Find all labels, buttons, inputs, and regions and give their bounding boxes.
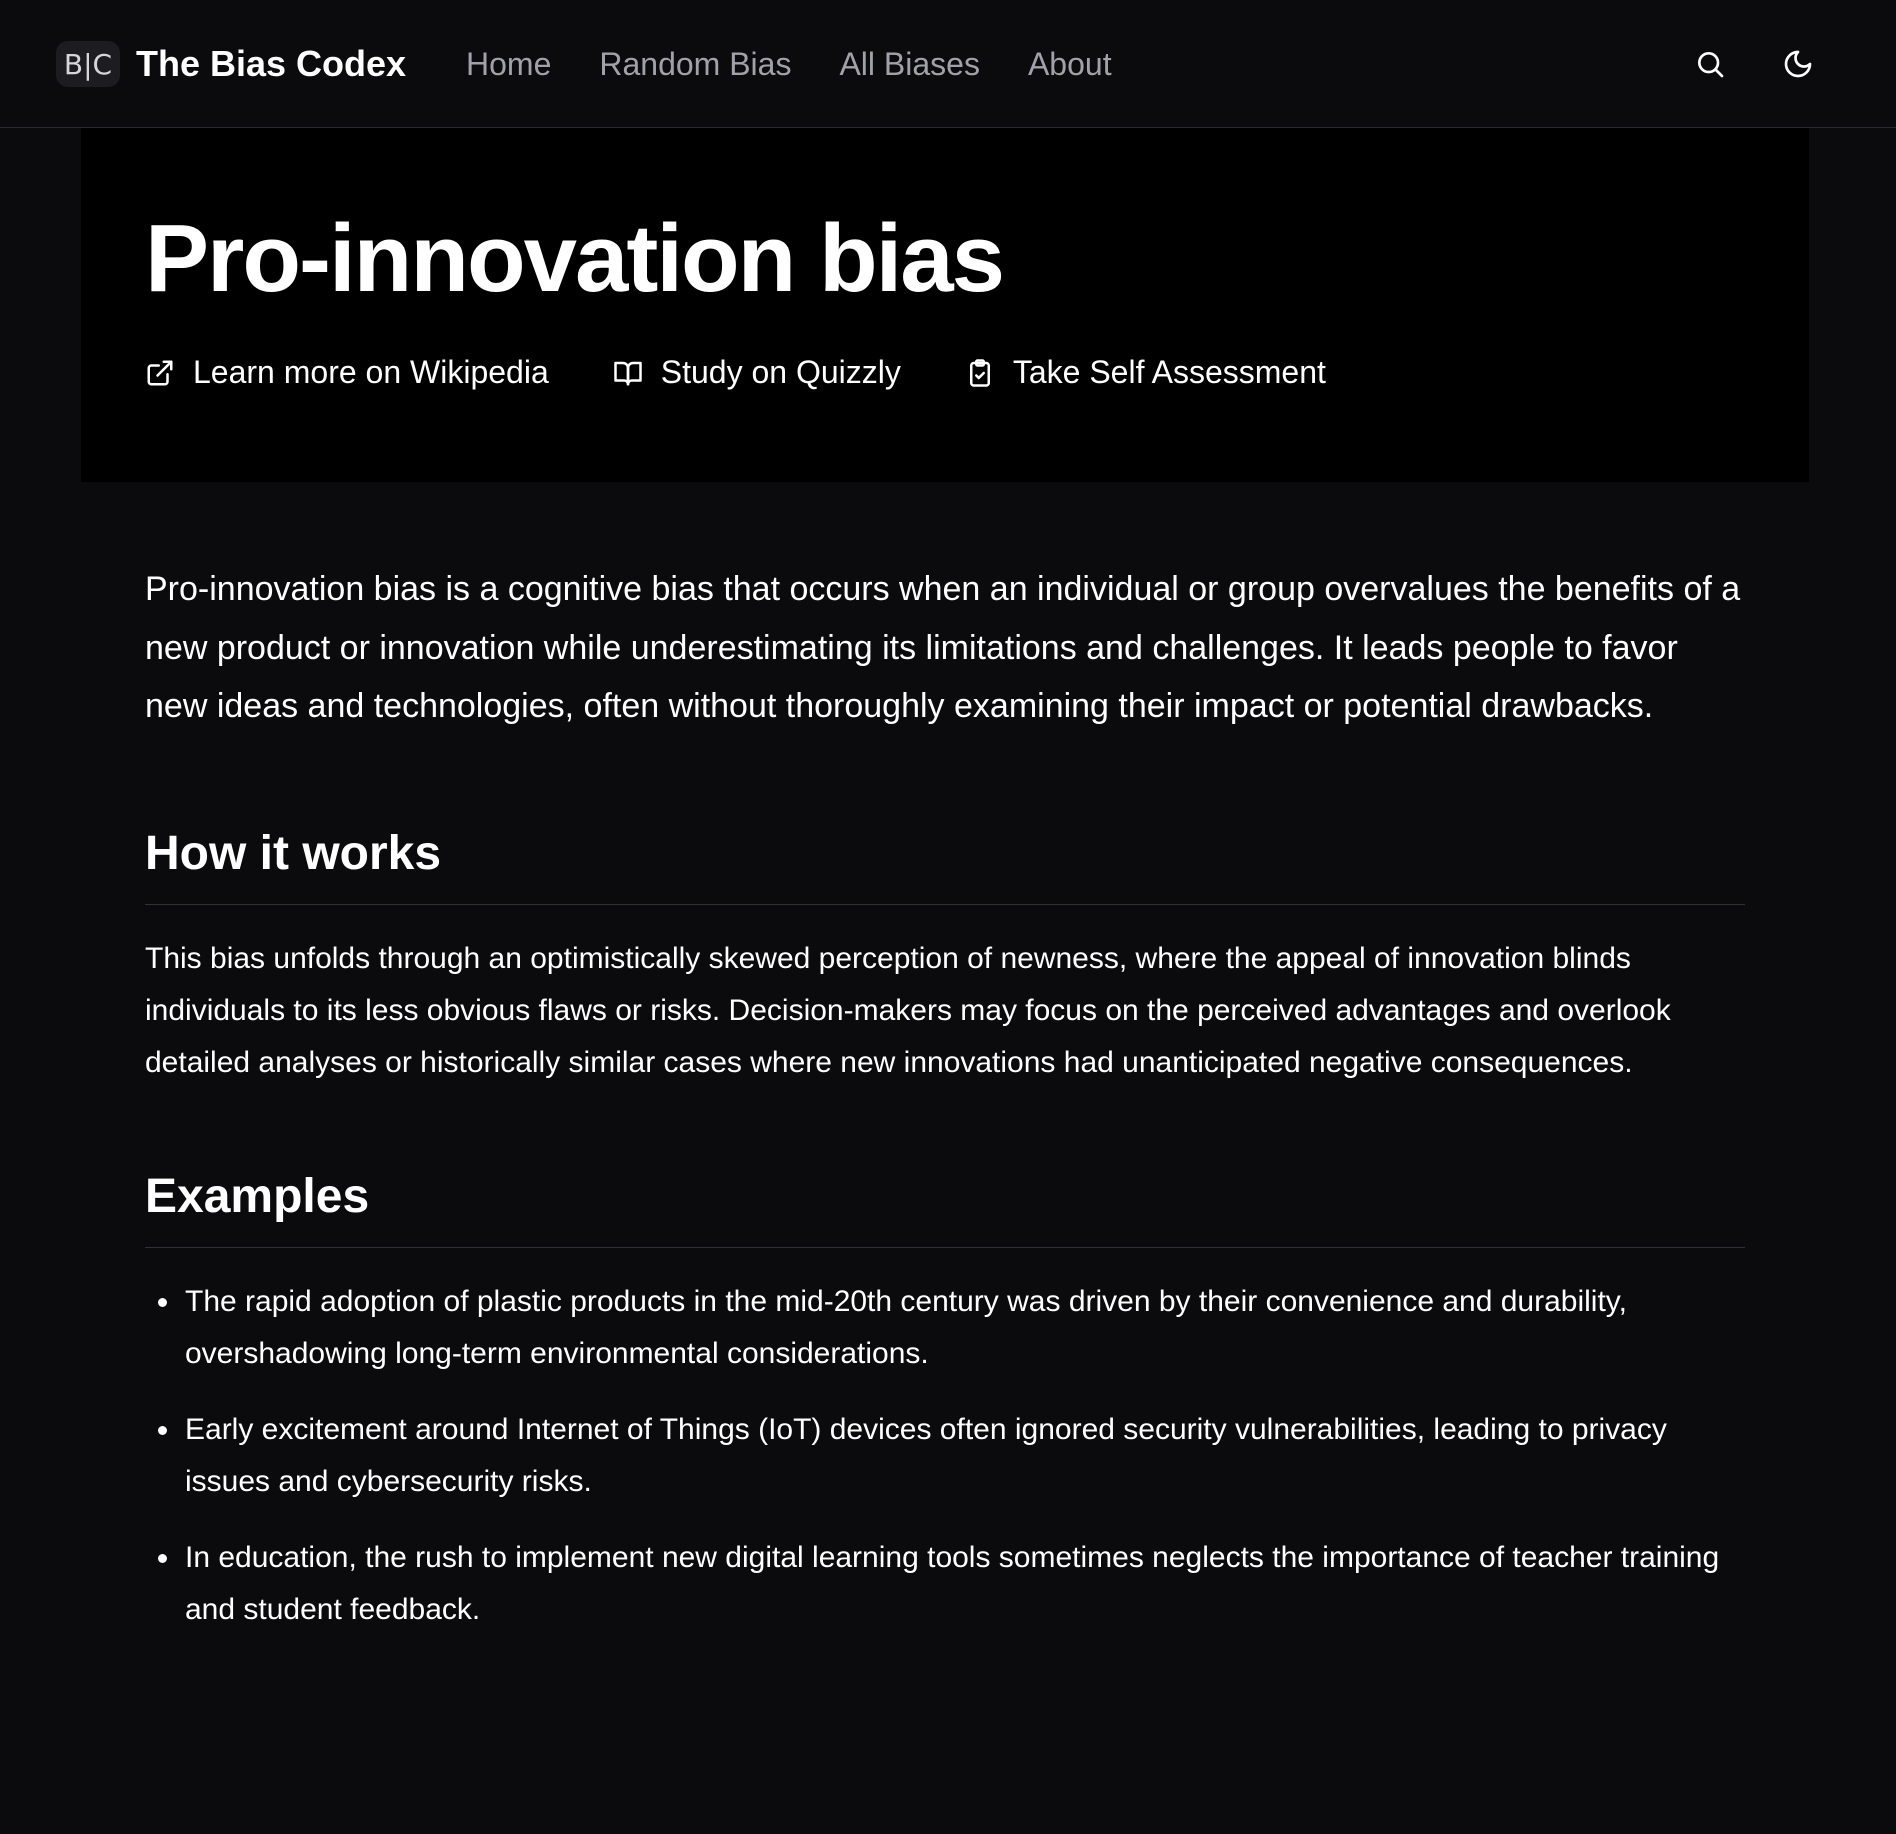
search-icon xyxy=(1694,48,1726,80)
page-title: Pro-innovation bias xyxy=(145,205,1004,312)
external-link-icon xyxy=(145,358,175,388)
examples-list xyxy=(145,1276,1745,1636)
search-button[interactable] xyxy=(1688,42,1732,86)
intro-paragraph: Pro-innovation bias is a cognitive bias that occurs when an individual or group overvalues the benefits of a new product or innovation while underestimating its limitations and challenges. It leads people to favor new ideas and technologies, often without thoroughly examining their impact or potential drawbacks. xyxy=(145,570,1741,725)
bullet-icon xyxy=(158,1426,167,1435)
article-content xyxy=(145,560,1745,1660)
how-it-works-text: This bias unfolds through an optimistically skewed perception of newness, where the appeal of innovation blinds individuals to its less obvious flaws or risks. Decision-makers may focus on the perceived advantages and overlook detailed analyses or historically similar cases where new innovations had unanticipated negative consequences. xyxy=(145,941,1671,1079)
clipboard-check-icon xyxy=(965,358,995,388)
nav-home[interactable]: Home xyxy=(466,45,552,82)
self-assessment-link[interactable] xyxy=(965,354,1326,391)
examples-heading: Examples xyxy=(145,1169,1745,1248)
how-it-works-heading: How it works xyxy=(145,826,1745,905)
self-assessment-link-label: Take Self Assessment xyxy=(1012,354,1326,390)
example-text: The rapid adoption of plastic products in the mid-20th century was driven by their convenience and durability, overshadowing long-term environmental considerations. xyxy=(185,1284,1627,1370)
nav-all-biases[interactable]: All Biases xyxy=(839,45,980,82)
logo[interactable]: B|C xyxy=(56,41,120,87)
site-brand[interactable]: The Bias Codex xyxy=(136,43,407,84)
main-nav xyxy=(466,40,1112,88)
quizzly-link-label: Study on Quizzly xyxy=(660,354,901,390)
hero-links xyxy=(145,354,1326,391)
top-navigation xyxy=(0,0,1896,128)
list-item xyxy=(145,1404,1745,1508)
list-item xyxy=(145,1276,1745,1380)
wikipedia-link-label: Learn more on Wikipedia xyxy=(193,354,549,390)
example-text: Early excitement around Internet of Things (IoT) devices often ignored security vulnerabilities, leading to privacy issues and cybersecurity risks. xyxy=(185,1412,1667,1498)
example-text: In education, the rush to implement new digital learning tools sometimes neglects the importance of teacher training and student feedback. xyxy=(185,1540,1720,1626)
nav-about[interactable]: About xyxy=(1027,45,1112,82)
book-open-icon xyxy=(613,358,643,388)
quizzly-link[interactable] xyxy=(613,354,901,391)
theme-toggle-button[interactable] xyxy=(1776,42,1820,86)
wikipedia-link[interactable] xyxy=(145,354,549,391)
moon-icon xyxy=(1782,48,1814,80)
nav-random-bias[interactable]: Random Bias xyxy=(599,45,792,82)
bullet-icon xyxy=(158,1554,167,1563)
hero-section xyxy=(81,128,1809,482)
list-item xyxy=(145,1532,1745,1636)
bullet-icon xyxy=(158,1298,167,1307)
